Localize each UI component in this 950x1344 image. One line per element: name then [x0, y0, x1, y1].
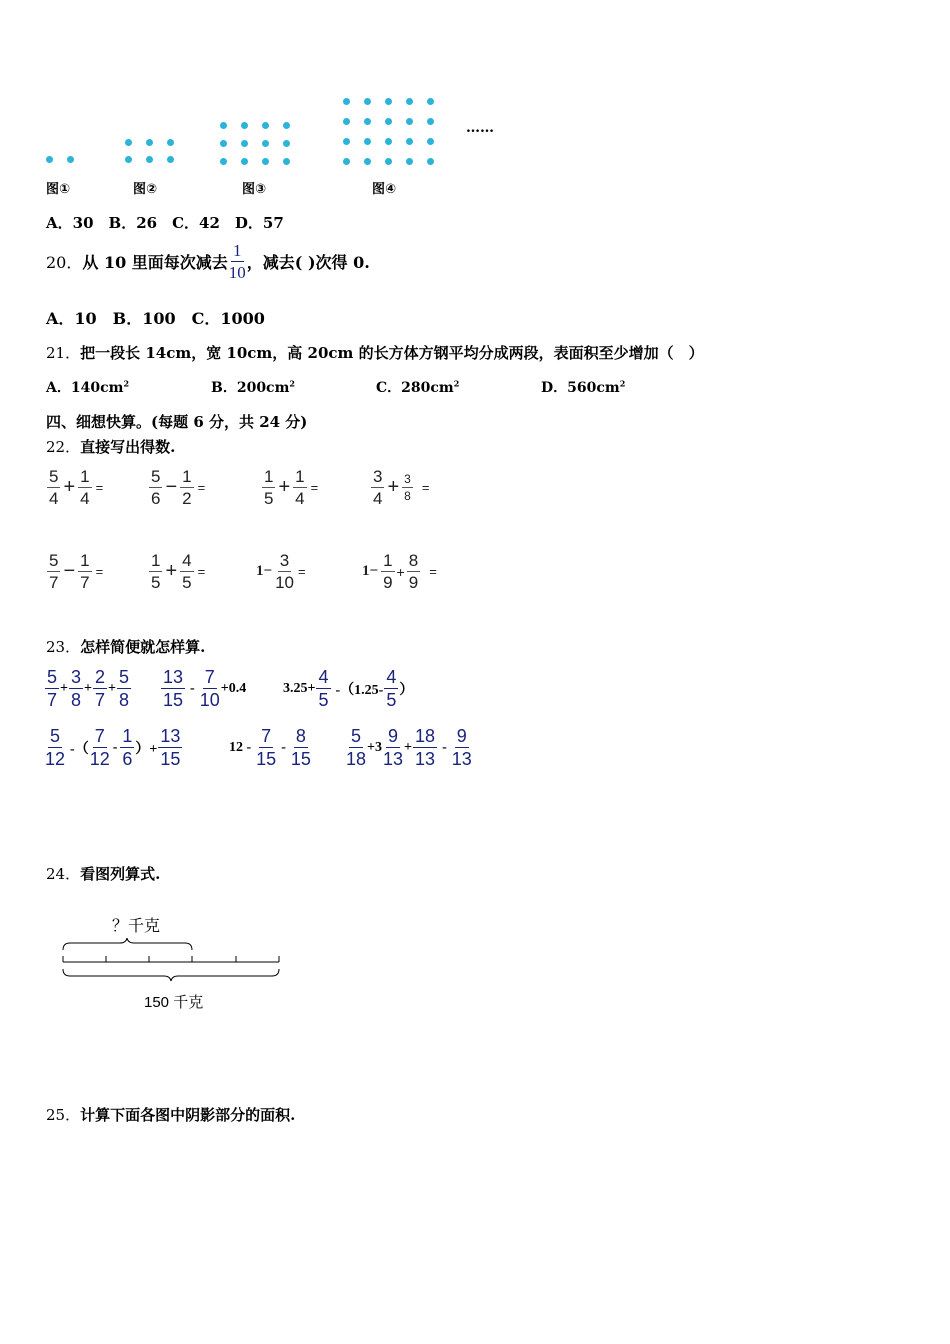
dot-figure4	[406, 118, 413, 125]
dot-figure3	[283, 140, 290, 147]
frac-den: 5	[182, 573, 192, 592]
q25-number: 25．	[46, 1106, 81, 1124]
frac-den: 7	[49, 573, 59, 592]
q20-text-after: ，减去( )次得 0.	[246, 253, 370, 272]
q22-expr-3	[261, 468, 318, 507]
dot-figure4	[343, 138, 350, 145]
dot-figure2	[146, 156, 153, 163]
frac-num: 1	[295, 467, 305, 486]
frac-num: 4	[182, 551, 192, 570]
dot-figure4	[385, 158, 392, 165]
frac-num: 3	[71, 667, 82, 687]
operator: -	[281, 739, 286, 755]
q22-expr-8	[362, 552, 437, 591]
dot-figure1	[46, 156, 53, 163]
frac-num: 1	[182, 467, 192, 486]
frac-num: 1	[151, 551, 161, 570]
equals: =	[197, 564, 206, 579]
q21-option-d-sup: 2	[619, 378, 626, 389]
frac-den: 13	[415, 749, 436, 769]
dot-figure4	[385, 118, 392, 125]
equals: =	[95, 480, 104, 495]
operator: +	[63, 476, 76, 498]
dot-figure4	[343, 98, 350, 105]
dot-figure4	[427, 158, 434, 165]
diagram-top-label: ？千克	[112, 918, 161, 935]
q22-expr-2	[148, 468, 205, 507]
frac-num: 4	[386, 667, 397, 687]
frac-den: 15	[160, 749, 181, 769]
frac-den: 4	[373, 489, 383, 508]
operator: +	[404, 739, 413, 755]
dot-figure4	[406, 158, 413, 165]
frac-den: 15	[290, 749, 311, 769]
equals: =	[197, 480, 206, 495]
operator: -	[190, 680, 195, 696]
frac-den: 6	[122, 749, 133, 769]
q22-number: 22．	[46, 438, 81, 456]
frac-den: 8	[119, 690, 130, 710]
frac-den: 8	[71, 690, 82, 710]
figure-ellipsis: ……	[466, 120, 494, 136]
equals: =	[95, 564, 104, 579]
q20-fraction	[229, 242, 246, 281]
dot-figure4	[364, 118, 371, 125]
dot-figure2	[125, 156, 132, 163]
dot-figure2	[146, 139, 153, 146]
expr-mid: -（	[70, 741, 89, 757]
segment-diagram	[60, 912, 290, 1022]
q23-title: 怎样简便就怎样算.	[80, 638, 206, 656]
frac-num: 7	[204, 667, 215, 687]
frac-den: 13	[383, 749, 404, 769]
operator: −	[63, 560, 76, 582]
figure-label-2: 图②	[133, 182, 158, 197]
dot-figure3	[220, 122, 227, 129]
frac-den: 10	[199, 690, 220, 710]
frac-den: 13	[451, 749, 472, 769]
dot-figure3	[241, 122, 248, 129]
frac-den: 5	[386, 690, 397, 710]
q20-number: 20．	[46, 253, 83, 272]
q20-text-before: 从 10 里面每次减去	[82, 253, 228, 272]
frac-num: 3	[373, 467, 383, 486]
frac-den: 7	[95, 690, 106, 710]
dot-figure4	[427, 98, 434, 105]
q20-options: A．10 B．100 C．1000	[46, 309, 265, 328]
q20-frac-numerator: 1	[233, 241, 242, 260]
frac-den: 12	[45, 749, 66, 769]
q24-number: 24．	[46, 865, 81, 883]
frac-num: 1	[122, 726, 133, 746]
frac-num: 5	[50, 726, 61, 746]
dot-figure4	[385, 138, 392, 145]
question-20	[46, 242, 370, 281]
q20-frac-denominator: 10	[228, 263, 246, 282]
q22-expr-7	[256, 552, 306, 591]
expr-close: ）	[399, 682, 414, 698]
question-24-title	[46, 863, 160, 884]
frac-num: 7	[94, 726, 105, 746]
q21-option-b	[211, 377, 295, 397]
frac-den: 9	[383, 573, 393, 592]
q21-option-c-sup: 2	[453, 378, 460, 389]
frac-den: 9	[408, 573, 419, 592]
frac-den: 10	[275, 573, 294, 592]
q23-expr-6	[345, 727, 473, 768]
frac-num: 1	[80, 467, 90, 486]
frac-num: 9	[456, 726, 467, 746]
q25-title: 计算下面各图中阴影部分的面积.	[80, 1106, 296, 1124]
operator: +	[396, 563, 405, 580]
frac-num: 4	[318, 667, 329, 687]
frac-den: 6	[151, 489, 161, 508]
frac-num: 2	[95, 667, 106, 687]
q19-options: A．30 B．26 C．42 D．57	[46, 214, 284, 232]
dot-figure3	[220, 140, 227, 147]
operator: +	[60, 680, 68, 696]
frac-num: 1	[80, 551, 90, 570]
dot-figure1	[67, 156, 74, 163]
dot-figure3	[262, 158, 269, 165]
frac-num: 5	[351, 726, 362, 746]
frac-num: 7	[261, 726, 272, 746]
figure-label-4: 图④	[372, 182, 397, 197]
q21-option-b-sup: 2	[289, 378, 295, 389]
operator: +	[387, 476, 400, 498]
dot-figure3	[262, 140, 269, 147]
one-minus: 1−	[362, 563, 379, 579]
frac-num: 5	[151, 467, 161, 486]
operator: −	[165, 476, 178, 498]
operator: -	[442, 739, 447, 755]
q21-option-d	[541, 377, 625, 397]
operator: +3	[367, 739, 383, 755]
q21-text: 把一段长 14cm，宽 10cm，高 20cm 的长方体方钢平均分成两段，表面积至少增加（ ）	[80, 344, 704, 362]
q22-expr-5	[46, 552, 103, 591]
frac-num: 5	[119, 667, 130, 687]
expr-close: ）+	[135, 741, 158, 757]
q23-expr-2	[160, 668, 246, 709]
dot-figure4	[364, 158, 371, 165]
dot-figure2	[167, 139, 174, 146]
frac-num: 3	[404, 472, 411, 486]
frac-den: 4	[49, 489, 59, 508]
expr-head: 3.25+	[283, 680, 316, 696]
q22-expr-1	[46, 468, 103, 507]
frac-num: 5	[49, 551, 59, 570]
dot-figure4	[364, 138, 371, 145]
frac-num: 13	[163, 667, 184, 687]
q22-expr-6	[148, 552, 205, 591]
expr-tail: +0.4	[220, 680, 247, 696]
q21-option-a-sup: 2	[123, 378, 130, 389]
question-22-title	[46, 436, 175, 457]
frac-num: 9	[388, 726, 399, 746]
q24-title: 看图列算式.	[80, 865, 161, 883]
equals: =	[421, 480, 430, 495]
frac-den: 4	[80, 489, 90, 508]
dot-figure4	[385, 98, 392, 105]
frac-num: 1	[383, 551, 393, 570]
q21-option-a	[46, 377, 129, 397]
frac-den: 7	[47, 690, 58, 710]
dot-figure2	[167, 156, 174, 163]
frac-num: 13	[160, 726, 181, 746]
dot-figure2	[125, 139, 132, 146]
frac-den: 12	[89, 749, 110, 769]
dot-figure3	[220, 158, 227, 165]
one-minus: 1−	[256, 563, 273, 579]
dot-figure4	[343, 158, 350, 165]
frac-num: 5	[49, 467, 59, 486]
operator: +	[84, 680, 92, 696]
frac-den: 8	[404, 489, 411, 503]
figure-label-1: 图①	[46, 182, 71, 197]
q23-expr-3	[283, 668, 413, 709]
frac-den: 5	[264, 489, 274, 508]
q22-expr-4	[370, 468, 429, 507]
dot-figure3	[283, 158, 290, 165]
q21-option-c-label: C．280cm	[376, 380, 454, 396]
dot-figure4	[427, 138, 434, 145]
q21-option-a-label: A．140cm	[46, 380, 124, 396]
q23-number: 23．	[46, 638, 81, 656]
question-21	[46, 342, 704, 363]
q21-number: 21．	[46, 344, 81, 362]
frac-den: 7	[80, 573, 90, 592]
q22-title: 直接写出得数.	[80, 438, 176, 456]
dot-figure4	[406, 98, 413, 105]
frac-den: 15	[256, 749, 277, 769]
frac-num: 8	[295, 726, 306, 746]
dot-figure3	[241, 158, 248, 165]
frac-num: 18	[415, 726, 436, 746]
expr-mid: -（1.25-	[335, 682, 384, 698]
diagram-bottom-label: 150 千克	[144, 994, 204, 1011]
dot-figure	[0, 0, 520, 200]
expr-head: 12 -	[229, 739, 252, 755]
figure-label-3: 图③	[242, 182, 267, 197]
q23-expr-1	[44, 668, 132, 709]
frac-num: 8	[408, 551, 419, 570]
equals: =	[310, 480, 319, 495]
q23-expr-4	[44, 727, 183, 768]
q21-option-d-label: D．560cm	[541, 380, 620, 396]
operator: +	[278, 476, 291, 498]
dot-figure3	[283, 122, 290, 129]
q21-option-b-label: B．200cm	[211, 380, 290, 396]
equals: =	[297, 564, 306, 579]
dot-figure4	[427, 118, 434, 125]
frac-num: 5	[47, 667, 58, 687]
frac-num: 3	[279, 551, 290, 570]
dot-figure4	[406, 138, 413, 145]
frac-den: 15	[163, 690, 184, 710]
frac-den: 2	[182, 489, 192, 508]
frac-num: 1	[264, 467, 274, 486]
frac-den: 5	[318, 690, 329, 710]
dot-figure3	[262, 122, 269, 129]
frac-den: 5	[151, 573, 161, 592]
section-4-heading: 四、细想快算。(每题 6 分，共 24 分)	[46, 413, 308, 431]
q23-expr-5	[229, 727, 312, 768]
operator: +	[165, 560, 178, 582]
frac-den: 4	[295, 489, 305, 508]
equals: =	[429, 564, 437, 579]
dot-figure3	[241, 140, 248, 147]
operator: -	[112, 739, 118, 755]
dot-figure4	[343, 118, 350, 125]
frac-den: 18	[346, 749, 367, 769]
question-23-title	[46, 636, 205, 657]
operator: +	[108, 680, 116, 696]
dot-figure4	[364, 98, 371, 105]
question-25-title	[46, 1104, 295, 1125]
q21-option-c	[376, 377, 459, 397]
